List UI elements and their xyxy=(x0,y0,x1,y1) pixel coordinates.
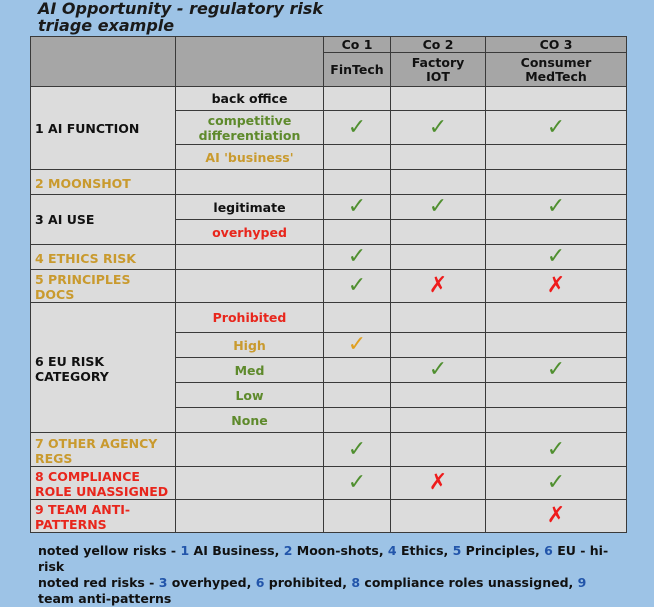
sub-label-med: Med xyxy=(176,358,324,383)
check-icon: ✓ xyxy=(324,245,391,270)
sub-label-prohibited: Prohibited xyxy=(176,303,324,333)
check-icon: ✓ xyxy=(391,358,486,383)
red-risk-note: noted red risks - 3 overhyped, 6 prohibited, 8 compliance roles unassigned, 9 team anti-patterns xyxy=(38,575,587,606)
check-icon: ✓ xyxy=(486,358,627,383)
table-row xyxy=(31,170,627,195)
cross-icon: ✗ xyxy=(486,270,627,303)
row-label-other-agency-regs: 7 OTHER AGENCY REGS xyxy=(31,433,176,467)
sub-label-overhyped: overhyped xyxy=(176,220,324,245)
row-label-compliance-role-unassigned: 8 COMPLIANCE ROLE UNASSIGNED xyxy=(31,467,176,500)
row-label-ethics-risk: 4 ETHICS RISK xyxy=(31,245,176,270)
page-title: AI Opportunity - regulatory risk triage example xyxy=(38,0,324,35)
check-icon: ✓ xyxy=(486,433,627,467)
notes xyxy=(38,543,618,607)
column-header-co3: CO 3 xyxy=(486,37,627,53)
row-label-ai-function: 1 AI FUNCTION xyxy=(31,87,176,170)
sub-label-none: None xyxy=(176,408,324,433)
sub-label-low: Low xyxy=(176,383,324,408)
table-row xyxy=(31,245,627,270)
check-icon: ✓ xyxy=(486,245,627,270)
check-icon: ✓ xyxy=(486,111,627,145)
cross-icon: ✗ xyxy=(391,467,486,500)
check-icon: ✓ xyxy=(486,195,627,220)
column-subheader-co1: FinTech xyxy=(324,53,391,87)
row-label-team-anti-patterns: 9 TEAM ANTI-PATTERNS xyxy=(31,500,176,533)
row-label-moonshot: 2 MOONSHOT xyxy=(31,170,176,195)
row-label-ai-use: 3 AI USE xyxy=(31,195,176,245)
column-subheader-co2: Factory IOT xyxy=(391,53,486,87)
row-label-principles-docs: 5 PRINCIPLES DOCS xyxy=(31,270,176,303)
yellow-risk-note: noted yellow risks - 1 AI Business, 2 Moon-shots, 4 Ethics, 5 Principles, 6 EU - hi-risk xyxy=(38,543,609,574)
sub-label-legitimate: legitimate xyxy=(176,195,324,220)
table-row xyxy=(31,270,627,303)
check-icon: ✓ xyxy=(486,467,627,500)
check-icon: ✓ xyxy=(324,270,391,303)
sub-label-ai-business: AI 'business' xyxy=(176,145,324,170)
table-row xyxy=(31,195,627,220)
header-blank-2 xyxy=(176,37,324,87)
check-icon: ✓ xyxy=(391,111,486,145)
row-label-eu-risk-category: 6 EU RISK CATEGORY xyxy=(31,303,176,433)
check-icon: ✓ xyxy=(324,433,391,467)
check-icon: ✓ xyxy=(324,111,391,145)
risk-triage-table xyxy=(30,36,627,533)
table-row xyxy=(31,87,627,111)
column-header-co2: Co 2 xyxy=(391,37,486,53)
header-blank-1 xyxy=(31,37,176,87)
check-icon: ✓ xyxy=(324,333,391,358)
column-header-co1: Co 1 xyxy=(324,37,391,53)
column-subheader-co3: Consumer MedTech xyxy=(486,53,627,87)
sub-label-back-office: back office xyxy=(176,87,324,111)
check-icon: ✓ xyxy=(324,467,391,500)
table-row xyxy=(31,500,627,533)
sub-label-high: High xyxy=(176,333,324,358)
sub-label-competitive-differentiation: competitive differentiation xyxy=(176,111,324,145)
table-row xyxy=(31,303,627,333)
check-icon: ✓ xyxy=(324,195,391,220)
table-row xyxy=(31,433,627,467)
table-row xyxy=(31,467,627,500)
check-icon: ✓ xyxy=(391,195,486,220)
cross-icon: ✗ xyxy=(391,270,486,303)
cross-icon: ✗ xyxy=(486,500,627,533)
